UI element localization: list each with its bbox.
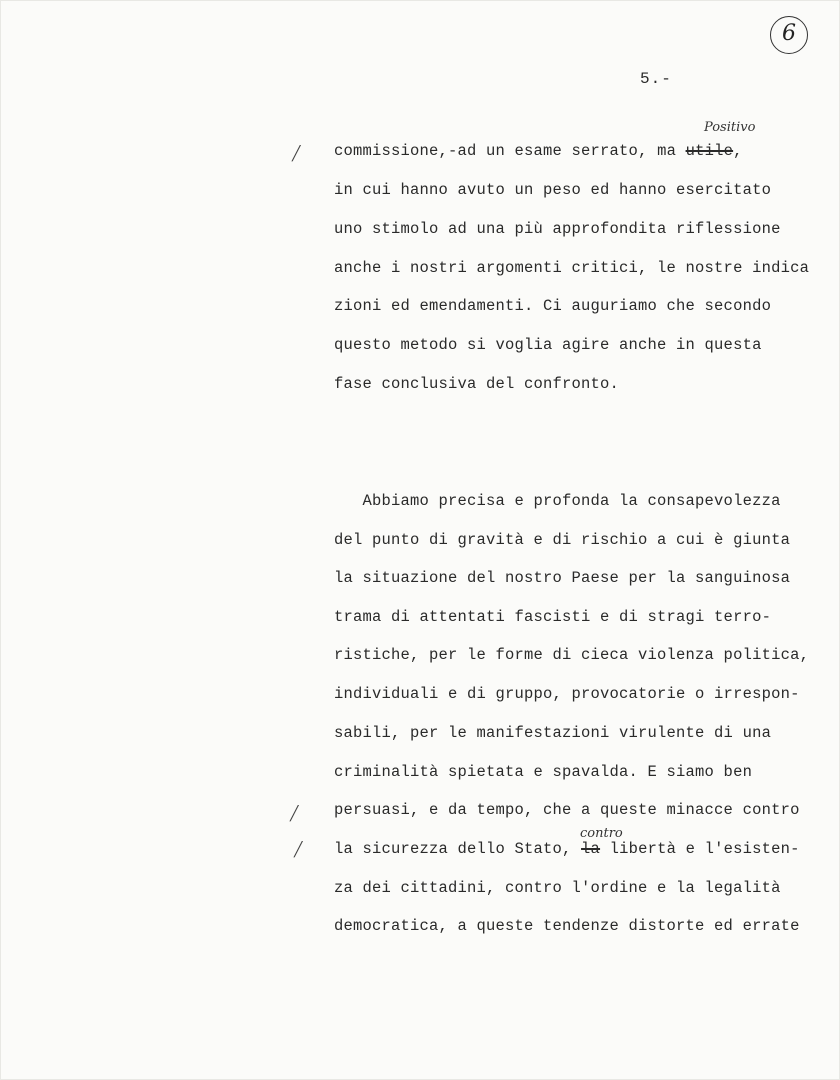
struck-word: utile	[685, 142, 734, 160]
text-line: Abbiamo precisa e profonda la consapevolezza	[334, 492, 781, 510]
text-line: zioni ed emendamenti. Ci auguriamo che secondo	[334, 297, 772, 315]
margin-tick-mark: ╱	[294, 842, 303, 858]
text-line: ristiche, per le forme di cieca violenza politica,	[334, 646, 810, 664]
text-line: za dei cittadini, contro l'ordine e la legalità	[334, 879, 781, 897]
text-line: individuali e di gruppo, provocatorie o irrespon-	[334, 685, 800, 703]
text-line: democratica, a queste tendenze distorte ed errate	[334, 917, 800, 935]
text-line: in cui hanno avuto un peso ed hanno esercitato	[334, 181, 772, 199]
text-line: la situazione del nostro Paese per la sanguinosa	[334, 569, 791, 587]
text-line: fase conclusiva del confronto.	[334, 375, 620, 393]
page-number: 5.-	[640, 70, 672, 88]
text-line: anche i nostri argomenti critici, le nostre indica	[334, 259, 810, 277]
text-line: persuasi, e da tempo, che a queste minacce contro	[334, 801, 800, 819]
struck-word: la	[581, 840, 601, 858]
sheet-number-circled: 6	[770, 16, 808, 54]
text-line: la sicurezza dello Stato, la libertà e l'esisten-	[334, 840, 800, 858]
handwritten-note-contro: contro	[580, 826, 623, 841]
text-line: uno stimolo ad una più approfondita riflessione	[334, 220, 781, 238]
text-line: sabili, per le manifestazioni virulente di una	[334, 724, 772, 742]
text-line: criminalità spietata e spavalda. E siamo ben	[334, 763, 753, 781]
text-line: commissione,-ad un esame serrato, ma utile,	[334, 142, 743, 160]
text-line: del punto di gravità e di rischio a cui è giunta	[334, 531, 791, 549]
text-line: questo metodo si voglia agire anche in questa	[334, 336, 762, 354]
margin-tick-mark: ╱	[290, 806, 299, 822]
margin-tick-mark: ╱	[292, 146, 301, 162]
text-line: trama di attentati fascisti e di stragi terro-	[334, 608, 772, 626]
handwritten-note-positivo: Positivo	[704, 120, 756, 135]
